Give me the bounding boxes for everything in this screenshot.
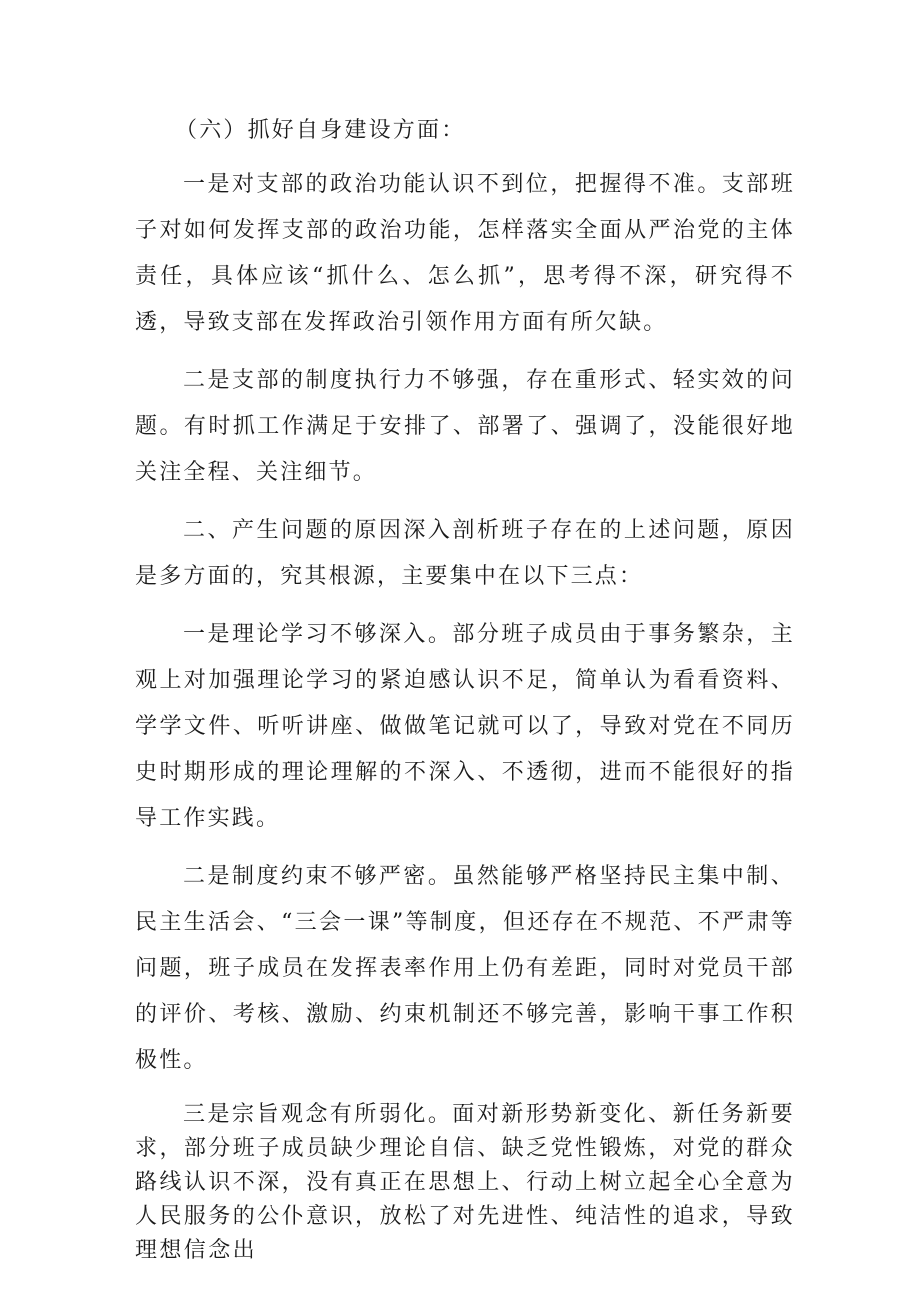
section-heading: （六）抓好自身建设方面： — [175, 118, 466, 143]
paragraph-system-constraint: 二是制度约束不够严密。虽然能够严格坚持民主集中制、民主生活会、“三会一课”等制度，但还存在不规范、不严肃等问题，班子成员在发挥表率作用上仍有差距，同时对党员干部的评价、考核、激励、约束机制还不够完善，影响干事工作积极性。 — [135, 864, 795, 1073]
paragraph-political-function: 一是对支部的政治功能认识不到位，把握得不准。支部班子对如何发挥支部的政治功能，怎样落实全面从严治党的主体责任，具体应该“抓什么、怎么抓”，思考得不深，研究得不透，导致支部在发挥政治引领作用方面有所欠缺。 — [135, 172, 795, 335]
document-body — [135, 108, 795, 1268]
paragraph-cause-analysis-intro: 二、产生问题的原因深入剖析班子存在的上述问题，原因是多方面的，究其根源，主要集中在以下三点： — [135, 518, 795, 589]
paragraph-purpose-concept: 三是宗旨观念有所弱化。面对新形势新变化、新任务新要求，部分班子成员缺少理论自信、缺乏党性锻炼，对党的群众路线认识不深，没有真正在思想上、行动上树立起全心全意为人民服务的公仆意识，放松了对先进性、纯洁性的追求，导致理想信念出 — [135, 1102, 795, 1263]
paragraph-system-execution: 二是支部的制度执行力不够强，存在重形式、轻实效的问题。有时抓工作满足于安排了、部署了、强调了，没能很好地关注全程、关注细节。 — [135, 368, 795, 485]
paragraph-theory-study: 一是理论学习不够深入。部分班子成员由于事务繁杂，主观上对加强理论学习的紧迫感认识不足，简单认为看看资料、学学文件、听听讲座、做做笔记就可以了，导致对党在不同历史时期形成的理论理解的不深入、不透彻，进而不能很好的指导工作实践。 — [135, 622, 795, 831]
